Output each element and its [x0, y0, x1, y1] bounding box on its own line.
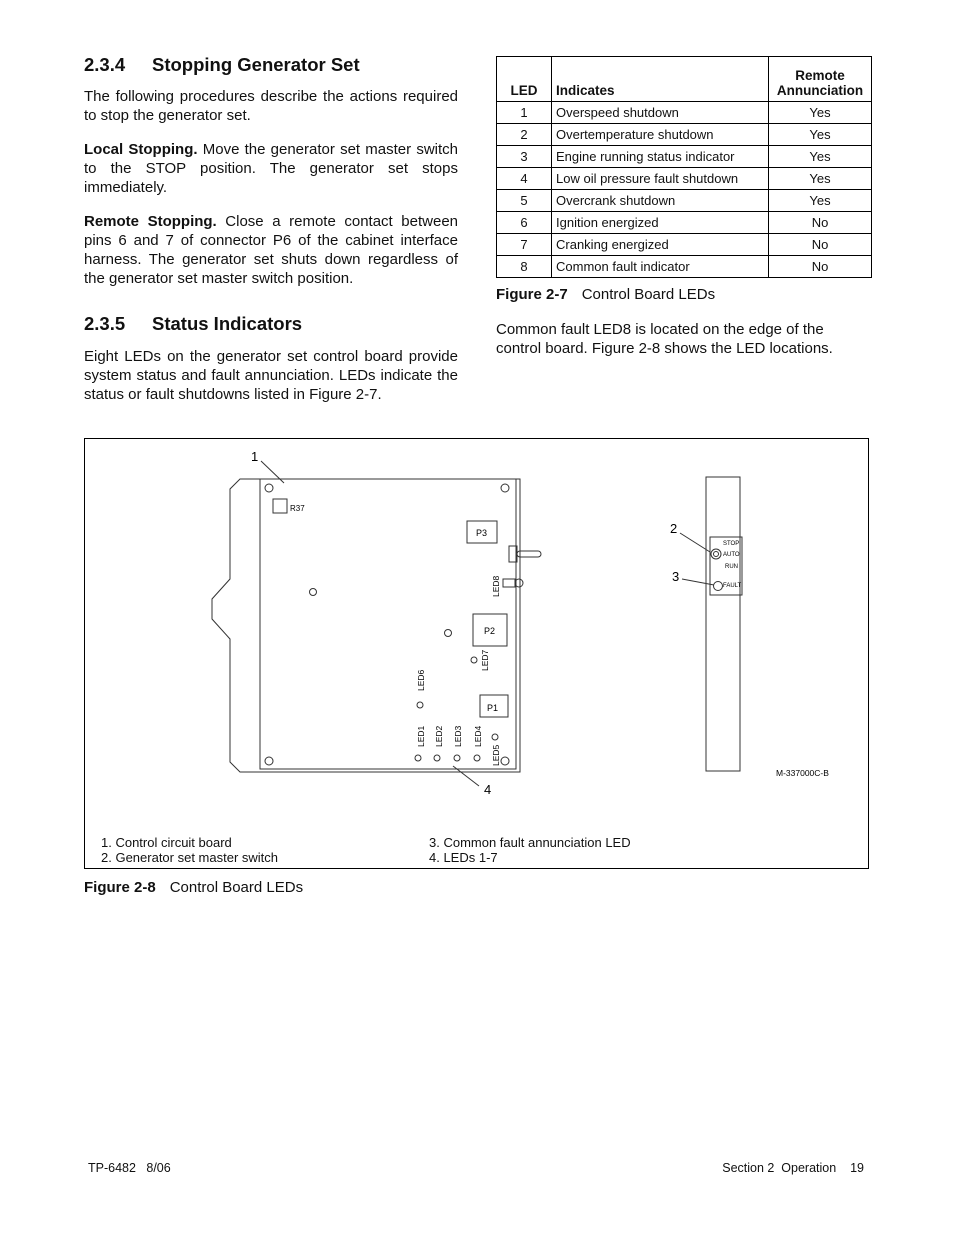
section-number: 2.3.4: [84, 54, 126, 75]
r37-label: R37: [290, 504, 305, 513]
table-cell: 3: [497, 146, 552, 168]
led3-label: LED3: [453, 725, 463, 747]
table-header-row: [497, 57, 872, 102]
section-heading-2-3-5: [84, 313, 302, 335]
switch-label-fault: FAULT: [723, 583, 742, 589]
local-stopping-text: Move the generator set master switch to the STOP position. The generator set stops immediately.: [84, 141, 458, 196]
table-cell: Common fault indicator: [552, 256, 769, 278]
led4-indicator: [474, 755, 480, 761]
callout-3: 3: [672, 569, 680, 584]
table-cell: No: [769, 212, 872, 234]
led1-indicator: [415, 755, 421, 761]
led5-label: LED5: [491, 744, 501, 766]
callout-1: 1: [251, 449, 259, 464]
led7-indicator: [471, 657, 477, 663]
table-row: [497, 102, 872, 124]
remote-stopping-label: Remote Stopping.: [84, 213, 217, 230]
table-cell: Low oil pressure fault shutdown: [552, 168, 769, 190]
figure-title: Control Board LEDs: [581, 286, 716, 303]
figure-title: Control Board LEDs: [169, 879, 304, 896]
remote-stopping-text: Close a remote contact between pins 6 and 7 of connector P6 of the cabinet interface harness. The generator set shuts down regardless of the generator set master switch position.: [84, 213, 459, 287]
status-indicators-paragraph: Eight LEDs on the generator set control board provide system status and fault annunciation. LEDs indicate the status or fault shutdowns listed in Figure 2-7.: [84, 348, 458, 403]
led5-indicator: [492, 734, 498, 740]
led8-label: LED8: [491, 575, 501, 597]
table-cell: Yes: [769, 190, 872, 212]
table-cell: Overcrank shutdown: [552, 190, 769, 212]
table-cell: 6: [497, 212, 552, 234]
table-row: [497, 124, 872, 146]
legend-item: 3. Common fault annunciation LED: [429, 835, 631, 850]
switch-label-stop: STOP: [723, 541, 740, 547]
section-number: 2.3.5: [84, 313, 126, 334]
table-cell: No: [769, 234, 872, 256]
column-header: LED: [497, 57, 552, 102]
table-cell: Yes: [769, 168, 872, 190]
table-cell: 5: [497, 190, 552, 212]
table-row: [497, 146, 872, 168]
table-cell: 8: [497, 256, 552, 278]
table-cell: Engine running status indicator: [552, 146, 769, 168]
callout-1-leader: [261, 461, 284, 483]
table-row: [497, 190, 872, 212]
led-table: [496, 56, 872, 278]
led7-label: LED7: [480, 649, 490, 671]
led1-label: LED1: [416, 725, 426, 747]
p3-label: P3: [476, 528, 488, 538]
table-row: [497, 256, 872, 278]
table-cell: Yes: [769, 146, 872, 168]
led8-component: [503, 579, 515, 587]
local-stopping-label: Local Stopping.: [84, 141, 198, 158]
mounting-hole: [445, 630, 452, 637]
switch-label-run: RUN: [725, 564, 738, 570]
remote-stopping-paragraph: [84, 212, 458, 288]
figure-2-8-box: [84, 438, 869, 869]
table-row: [497, 212, 872, 234]
table-cell: 4: [497, 168, 552, 190]
footer-left: TP-6482 8/06: [88, 1161, 171, 1175]
section-heading-2-3-4: [84, 54, 360, 76]
table-cell: No: [769, 256, 872, 278]
legend-item: 4. LEDs 1-7: [429, 850, 498, 865]
mounting-hole: [501, 757, 509, 765]
stopping-intro: The following procedures describe the actions required to stop the generator set.: [84, 88, 458, 124]
figure-2-8-caption: [84, 879, 303, 896]
mounting-hole: [265, 757, 273, 765]
mounting-hole: [265, 484, 273, 492]
callout-4: 4: [484, 782, 492, 797]
figure-label: Figure 2-7: [496, 286, 568, 303]
led2-indicator: [434, 755, 440, 761]
table-cell: Overtemperature shutdown: [552, 124, 769, 146]
table-cell: Yes: [769, 124, 872, 146]
mounting-hole: [501, 484, 509, 492]
table-cell: 7: [497, 234, 552, 256]
table-cell: 1: [497, 102, 552, 124]
p2-label: P2: [484, 626, 496, 636]
section-title: Stopping Generator Set: [152, 54, 360, 75]
control-board-diagram: [85, 439, 868, 868]
column-header: Indicates: [552, 57, 769, 102]
r37-component: [273, 499, 287, 513]
callout-2: 2: [670, 521, 678, 536]
table-cell: Cranking energized: [552, 234, 769, 256]
legend-item: 2. Generator set master switch: [101, 850, 279, 865]
led2-label: LED2: [434, 725, 444, 747]
common-fault-paragraph: Common fault LED8 is located on the edge of the control board. Figure 2-8 shows the LED locations.: [496, 321, 833, 357]
table-row: [497, 234, 872, 256]
column-header: Remote Annunciation: [769, 57, 872, 102]
fault-led-lens: [714, 582, 723, 591]
led4-label: LED4: [473, 725, 483, 747]
footer-right: Section 2 Operation 19: [722, 1161, 864, 1175]
table-cell: Ignition energized: [552, 212, 769, 234]
master-switch-center: [714, 552, 719, 557]
led3-indicator: [454, 755, 460, 761]
local-stopping-paragraph: [84, 140, 458, 197]
circuit-board: [260, 479, 516, 769]
section-title: Status Indicators: [152, 313, 303, 334]
led6-indicator: [417, 702, 423, 708]
callout-3-leader: [682, 579, 714, 585]
switch-shaft: [517, 551, 541, 557]
legend-item: 1. Control circuit board: [101, 835, 232, 850]
table-cell: 2: [497, 124, 552, 146]
figure-2-7-caption: [496, 286, 715, 303]
figure-label: Figure 2-8: [84, 879, 156, 896]
table-row: [497, 168, 872, 190]
switch-label-auto: AUTO: [723, 552, 740, 558]
master-switch-knob: [711, 549, 721, 559]
table-cell: Overspeed shutdown: [552, 102, 769, 124]
side-panel: [706, 477, 740, 771]
drawing-id: M-337000C-B: [776, 768, 829, 778]
mounting-hole: [310, 589, 317, 596]
p1-label: P1: [487, 703, 499, 713]
led6-label: LED6: [416, 669, 426, 691]
table-cell: Yes: [769, 102, 872, 124]
